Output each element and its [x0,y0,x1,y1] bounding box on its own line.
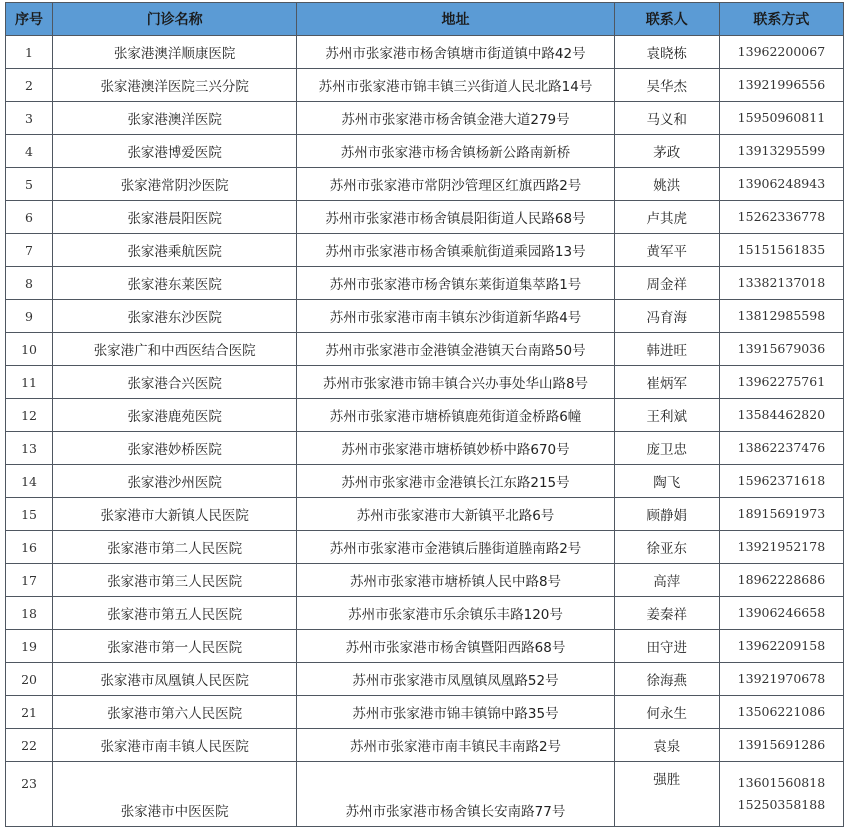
contact-phone: 13812985598 [719,300,843,333]
row-index: 4 [6,135,53,168]
clinic-name: 张家港博爱医院 [53,135,297,168]
clinic-address: 苏州市张家港市塘桥镇鹿苑街道金桥路6幢 [297,399,614,432]
contact-phone: 13921952178 [719,531,843,564]
contact-person: 袁晓栋 [614,36,719,69]
contact-person: 高萍 [614,564,719,597]
clinic-address: 苏州市张家港市塘桥镇妙桥中路670号 [297,432,614,465]
contact-person: 何永生 [614,696,719,729]
clinic-name: 张家港市南丰镇人民医院 [53,729,297,762]
contact-phone: 15262336778 [719,201,843,234]
contact-phone: 13906246658 [719,597,843,630]
row-index: 2 [6,69,53,102]
clinic-name: 张家港常阴沙医院 [53,168,297,201]
table-row [6,663,844,696]
contact-phone: 18962228686 [719,564,843,597]
table-row [6,465,844,498]
clinic-name: 张家港澳洋医院 [53,102,297,135]
clinic-name: 张家港市第六人民医院 [53,696,297,729]
header-index: 序号 [6,3,53,36]
clinic-name: 张家港市第五人民医院 [53,597,297,630]
header-contact: 联系人 [614,3,719,36]
contact-phone-cell [719,762,843,827]
contact-person: 茅政 [614,135,719,168]
contact-person: 袁泉 [614,729,719,762]
clinic-address: 苏州市张家港市杨舍镇东莱街道集萃路1号 [297,267,614,300]
header-address: 地址 [297,3,614,36]
table-header-row [6,3,844,36]
clinic-address: 苏州市张家港市塘桥镇人民中路8号 [297,564,614,597]
clinic-address: 苏州市张家港市金港镇长江东路215号 [297,465,614,498]
contact-person: 马义和 [614,102,719,135]
table-row [6,333,844,366]
contact-phone: 13915679036 [719,333,843,366]
contact-person: 陶飞 [614,465,719,498]
contact-phone: 18915691973 [719,498,843,531]
clinic-address: 苏州市张家港市南丰镇东沙街道新华路4号 [297,300,614,333]
clinic-address: 苏州市张家港市锦丰镇锦中路35号 [297,696,614,729]
table-row [6,36,844,69]
table-row [6,267,844,300]
contact-person: 田守进 [614,630,719,663]
clinic-address: 苏州市张家港市乐余镇乐丰路120号 [297,597,614,630]
contact-person: 徐亚东 [614,531,719,564]
row-index: 23 [6,762,53,827]
contact-phone: 13584462820 [719,399,843,432]
contact-phone: 15151561835 [719,234,843,267]
row-index: 1 [6,36,53,69]
table-row [6,531,844,564]
clinic-name: 张家港合兴医院 [53,366,297,399]
contact-phone: 13913295599 [719,135,843,168]
clinic-address: 苏州市张家港市凤凰镇凤凰路52号 [297,663,614,696]
table-row [6,399,844,432]
contact-person: 冯育海 [614,300,719,333]
clinic-address: 苏州市张家港市杨舍镇暨阳西路68号 [297,630,614,663]
contact-phone: 13962209158 [719,630,843,663]
row-index: 17 [6,564,53,597]
contact-phone: 13506221086 [719,696,843,729]
contact-phone-secondary: 15250358188 [737,797,826,812]
row-index: 3 [6,102,53,135]
table-row [6,432,844,465]
table-row [6,564,844,597]
clinic-name: 张家港晨阳医院 [53,201,297,234]
contact-phone: 13915691286 [719,729,843,762]
table-row [6,234,844,267]
row-index: 15 [6,498,53,531]
contact-person: 姜秦祥 [614,597,719,630]
contact-person: 吴华杰 [614,69,719,102]
row-index: 16 [6,531,53,564]
table-row [6,366,844,399]
row-index: 11 [6,366,53,399]
clinic-name: 张家港广和中西医结合医院 [53,333,297,366]
table-row [6,696,844,729]
table-row [6,168,844,201]
clinic-name: 张家港妙桥医院 [53,432,297,465]
clinic-address: 苏州市张家港市金港镇后塍街道塍南路2号 [297,531,614,564]
contact-person: 姚洪 [614,168,719,201]
row-index: 18 [6,597,53,630]
table-row [6,69,844,102]
contact-person: 顾静娟 [614,498,719,531]
clinic-address: 苏州市张家港市金港镇金港镇天台南路50号 [297,333,614,366]
clinic-name: 张家港澳洋医院三兴分院 [53,69,297,102]
row-index: 7 [6,234,53,267]
header-name: 门诊名称 [53,3,297,36]
contact-phone: 13601560818 [737,775,826,790]
clinic-address: 苏州市张家港市杨舍镇塘市街道镇中路42号 [297,36,614,69]
clinic-name: 张家港市大新镇人民医院 [53,498,297,531]
contact-person: 庞卫忠 [614,432,719,465]
contact-phone: 13962200067 [719,36,843,69]
row-index: 14 [6,465,53,498]
header-phone: 联系方式 [719,3,843,36]
clinic-name: 张家港市第三人民医院 [53,564,297,597]
clinic-name: 张家港东莱医院 [53,267,297,300]
clinic-address: 苏州市张家港市锦丰镇三兴街道人民北路14号 [297,69,614,102]
clinic-name: 张家港市第一人民医院 [53,630,297,663]
clinic-address: 苏州市张家港市杨舍镇晨阳街道人民路68号 [297,201,614,234]
contact-person: 崔炳军 [614,366,719,399]
contact-person: 卢其虎 [614,201,719,234]
row-index: 5 [6,168,53,201]
row-index: 19 [6,630,53,663]
row-index: 6 [6,201,53,234]
clinic-address: 苏州市张家港市常阴沙管理区红旗西路2号 [297,168,614,201]
row-index: 20 [6,663,53,696]
contact-person: 周金祥 [614,267,719,300]
clinic-address: 苏州市张家港市大新镇平北路6号 [297,498,614,531]
contact-phone: 13921970678 [719,663,843,696]
contact-person: 强胜 [614,762,719,827]
clinic-name: 张家港东沙医院 [53,300,297,333]
clinic-name: 张家港市凤凰镇人民医院 [53,663,297,696]
contact-phone: 15950960811 [719,102,843,135]
table-row [6,102,844,135]
row-index: 22 [6,729,53,762]
clinic-name: 张家港鹿苑医院 [53,399,297,432]
clinic-table [5,2,844,827]
table-row [6,135,844,168]
table-row [6,729,844,762]
contact-phone: 15962371618 [719,465,843,498]
clinic-address: 苏州市张家港市杨舍镇乘航街道乘园路13号 [297,234,614,267]
table-row [6,201,844,234]
row-index: 21 [6,696,53,729]
row-index: 13 [6,432,53,465]
clinic-address: 苏州市张家港市南丰镇民丰南路2号 [297,729,614,762]
row-index: 10 [6,333,53,366]
contact-person: 韩进旺 [614,333,719,366]
contact-phone: 13862237476 [719,432,843,465]
clinic-name: 张家港乘航医院 [53,234,297,267]
contact-phone: 13382137018 [719,267,843,300]
clinic-address: 苏州市张家港市杨舍镇金港大道279号 [297,102,614,135]
clinic-name: 张家港沙州医院 [53,465,297,498]
contact-person: 黄军平 [614,234,719,267]
contact-person: 王利斌 [614,399,719,432]
row-index: 8 [6,267,53,300]
clinic-address: 苏州市张家港市锦丰镇合兴办事处华山路8号 [297,366,614,399]
table-row [6,597,844,630]
clinic-address: 苏州市张家港市杨舍镇长安南路77号 [297,762,614,827]
table-row [6,300,844,333]
contact-person: 徐海燕 [614,663,719,696]
clinic-address: 苏州市张家港市杨舍镇杨新公路南新桥 [297,135,614,168]
clinic-name: 张家港澳洋顺康医院 [53,36,297,69]
contact-phone: 13906248943 [719,168,843,201]
contact-phone: 13921996556 [719,69,843,102]
contact-phone: 13962275761 [719,366,843,399]
clinic-name: 张家港市中医医院 [53,762,297,827]
table-row [6,762,844,827]
table-row [6,498,844,531]
row-index: 9 [6,300,53,333]
clinic-name: 张家港市第二人民医院 [53,531,297,564]
row-index: 12 [6,399,53,432]
table-row [6,630,844,663]
